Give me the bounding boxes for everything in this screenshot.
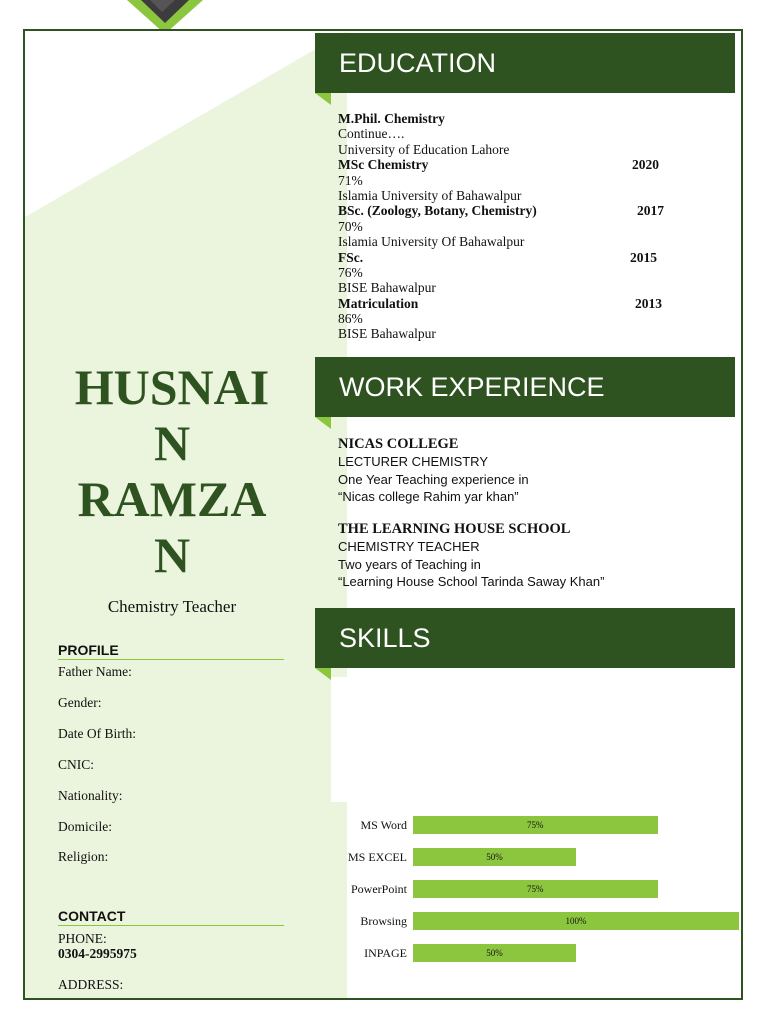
education-banner-tab <box>315 93 331 105</box>
education-result: Continue…. <box>338 126 405 142</box>
contact-heading: CONTACT <box>58 908 284 926</box>
education-year: 2013 <box>635 295 662 311</box>
skill-row <box>331 880 741 898</box>
education-institute: Islamia University of Bahawalpur <box>338 187 522 203</box>
work-entry-2 <box>338 521 718 591</box>
skill-row <box>331 816 741 834</box>
work-desc-line: “Nicas college Rahim yar khan” <box>338 489 519 504</box>
work-entry-1 <box>338 436 718 506</box>
education-degree: FSc. <box>338 249 364 265</box>
education-year: 2020 <box>632 157 659 173</box>
skills-banner-tab <box>315 668 331 680</box>
education-degree: MSc Chemistry <box>338 157 429 173</box>
work-banner-tab <box>315 417 331 429</box>
education-result: 71% <box>338 172 363 188</box>
education-institute: Islamia University Of Bahawalpur <box>338 234 525 250</box>
work-experience-banner: WORK EXPERIENCE <box>315 357 735 417</box>
work-org: THE LEARNING HOUSE SCHOOL <box>338 521 571 537</box>
education-result: 70% <box>338 218 363 234</box>
skill-percent: 100% <box>565 916 587 926</box>
work-desc-line: “Learning House School Tarinda Saway Khan” <box>338 574 605 589</box>
nationality-label: Nationality: <box>58 788 123 803</box>
education-result: 86% <box>338 311 363 327</box>
skill-name: MS EXCEL <box>347 850 407 864</box>
skill-row <box>331 944 741 962</box>
dob-label: Date Of Birth: <box>58 726 136 741</box>
skill-track <box>413 880 739 898</box>
education-degree: M.Phil. Chemistry <box>338 111 445 126</box>
education-year: 2015 <box>630 249 657 265</box>
skills-banner: SKILLS <box>315 608 735 668</box>
skill-name: PowerPoint <box>350 882 407 896</box>
work-org: NICAS COLLEGE <box>338 436 459 452</box>
education-result: 76% <box>338 264 363 280</box>
skill-percent: 75% <box>527 820 544 830</box>
work-role: CHEMISTRY TEACHER <box>338 539 480 554</box>
education-entry <box>338 250 698 265</box>
skill-track <box>413 912 739 930</box>
skill-name: INPAGE <box>364 946 407 960</box>
education-entry <box>338 157 698 172</box>
skill-name: MS Word <box>360 818 407 832</box>
work-desc-line: One Year Teaching experience in <box>338 471 529 487</box>
profile-heading: PROFILE <box>58 642 284 660</box>
sidebar <box>25 31 347 1000</box>
phone-value: 0304-2995975 <box>58 946 137 961</box>
name-line-4: N <box>153 527 191 583</box>
skills-blank-area <box>331 677 735 802</box>
gender-label: Gender: <box>58 695 102 710</box>
skill-row <box>331 912 741 930</box>
education-entry <box>338 203 698 218</box>
education-banner: EDUCATION <box>315 33 735 93</box>
education-institute: BISE Bahawalpur <box>338 280 436 296</box>
candidate-name <box>49 359 295 583</box>
name-line-3: RAMZA <box>77 471 267 527</box>
skill-percent: 50% <box>486 948 503 958</box>
work-role: LECTURER CHEMISTRY <box>338 454 489 469</box>
skill-percent: 75% <box>527 884 544 894</box>
cnic-label: CNIC: <box>58 757 95 772</box>
father-name-label: Father Name: <box>58 664 132 679</box>
education-degree: BSc. (Zoology, Botany, Chemistry) <box>338 203 537 219</box>
resume-page <box>23 29 743 1000</box>
skill-percent: 50% <box>486 852 503 862</box>
skill-row <box>331 848 741 866</box>
religion-label: Religion: <box>58 849 109 864</box>
skill-name: Browsing <box>360 914 407 928</box>
education-list <box>338 111 698 342</box>
skill-track <box>413 848 739 866</box>
name-line-2: N <box>153 415 191 471</box>
name-line-1: HUSNAI <box>74 359 270 415</box>
skill-track <box>413 944 739 962</box>
phone-label: PHONE: <box>58 931 107 946</box>
address-label: ADDRESS: <box>58 977 124 992</box>
work-desc-line: Two years of Teaching in <box>338 556 481 572</box>
job-title: Chemistry Teacher <box>107 597 237 616</box>
domicile-label: Domicile: <box>58 819 112 834</box>
education-entry <box>338 296 698 311</box>
skill-track <box>413 816 739 834</box>
education-year: 2017 <box>637 203 664 219</box>
education-degree: Matriculation <box>338 295 419 311</box>
education-institute: University of Education Lahore <box>338 141 510 157</box>
education-institute: BISE Bahawalpur <box>338 326 436 342</box>
